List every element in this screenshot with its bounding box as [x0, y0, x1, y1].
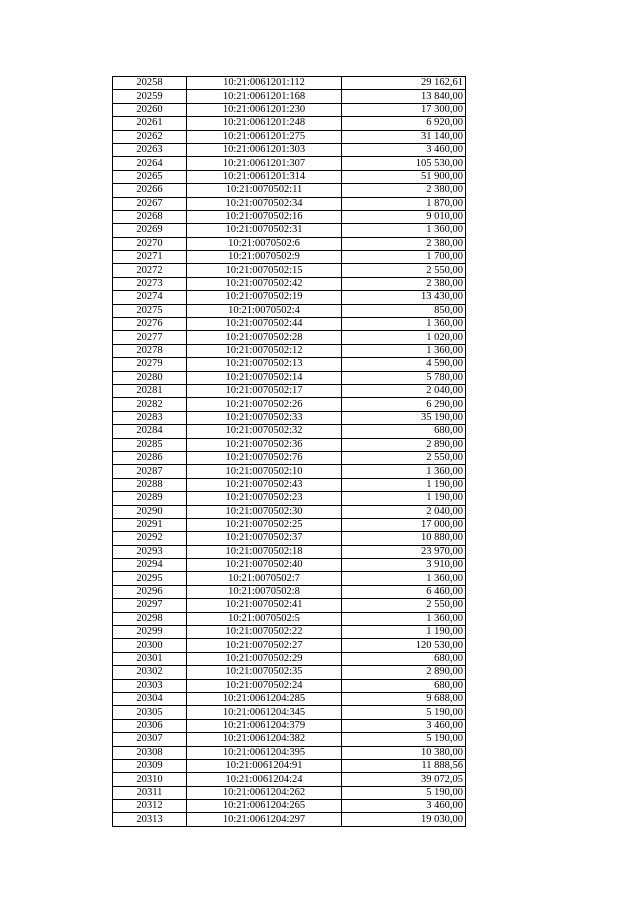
amount-cell: 2 380,00 — [342, 277, 466, 290]
cadastral-number-cell: 10:21:0070502:25 — [187, 518, 342, 531]
row-number-cell: 20289 — [113, 492, 187, 505]
table-row — [113, 291, 466, 304]
amount-cell: 2 040,00 — [342, 505, 466, 518]
amount-cell: 35 190,00 — [342, 411, 466, 424]
amount-cell: 6 920,00 — [342, 117, 466, 130]
cadastral-number-cell: 10:21:0070502:13 — [187, 358, 342, 371]
cadastral-number-cell: 10:21:0070502:37 — [187, 532, 342, 545]
table-row — [113, 103, 466, 116]
row-number-cell: 20262 — [113, 130, 187, 143]
row-number-cell: 20281 — [113, 384, 187, 397]
row-number-cell: 20310 — [113, 773, 187, 786]
amount-cell: 1 870,00 — [342, 197, 466, 210]
cadastral-number-cell: 10:21:0070502:16 — [187, 210, 342, 223]
cadastral-number-cell: 10:21:0070502:6 — [187, 237, 342, 250]
amount-cell: 1 360,00 — [342, 465, 466, 478]
row-number-cell: 20282 — [113, 398, 187, 411]
table-row — [113, 786, 466, 799]
cadastral-number-cell: 10:21:0070502:76 — [187, 451, 342, 464]
row-number-cell: 20269 — [113, 224, 187, 237]
cadastral-number-cell: 10:21:0070502:7 — [187, 572, 342, 585]
amount-cell: 5 780,00 — [342, 371, 466, 384]
cadastral-number-cell: 10:21:0061201:307 — [187, 157, 342, 170]
table-row — [113, 157, 466, 170]
cadastral-number-cell: 10:21:0061204:382 — [187, 733, 342, 746]
cadastral-number-cell: 10:21:0061201:275 — [187, 130, 342, 143]
row-number-cell: 20309 — [113, 759, 187, 772]
amount-cell: 2 380,00 — [342, 184, 466, 197]
amount-cell: 51 900,00 — [342, 170, 466, 183]
cadastral-number-cell: 10:21:0061204:262 — [187, 786, 342, 799]
table-row — [113, 425, 466, 438]
table-row — [113, 277, 466, 290]
row-number-cell: 20286 — [113, 451, 187, 464]
amount-cell: 1 360,00 — [342, 344, 466, 357]
row-number-cell: 20284 — [113, 425, 187, 438]
row-number-cell: 20290 — [113, 505, 187, 518]
table-row — [113, 318, 466, 331]
row-number-cell: 20302 — [113, 666, 187, 679]
row-number-cell: 20268 — [113, 210, 187, 223]
table-row — [113, 438, 466, 451]
amount-cell: 105 530,00 — [342, 157, 466, 170]
cadastral-number-cell: 10:21:0070502:44 — [187, 318, 342, 331]
amount-cell: 680,00 — [342, 679, 466, 692]
table-row — [113, 251, 466, 264]
table-row — [113, 559, 466, 572]
amount-cell: 10 380,00 — [342, 746, 466, 759]
cadastral-number-cell: 10:21:0070502:26 — [187, 398, 342, 411]
table-row — [113, 518, 466, 531]
amount-cell: 1 360,00 — [342, 572, 466, 585]
row-number-cell: 20293 — [113, 545, 187, 558]
cadastral-number-cell: 10:21:0061204:285 — [187, 692, 342, 705]
amount-cell: 2 550,00 — [342, 264, 466, 277]
row-number-cell: 20311 — [113, 786, 187, 799]
amount-cell: 19 030,00 — [342, 813, 466, 826]
table-row — [113, 465, 466, 478]
cadastral-number-cell: 10:21:0061201:168 — [187, 90, 342, 103]
cadastral-number-cell: 10:21:0070502:10 — [187, 465, 342, 478]
table-row — [113, 358, 466, 371]
cadastral-number-cell: 10:21:0070502:23 — [187, 492, 342, 505]
table-body — [113, 77, 466, 827]
amount-cell: 1 020,00 — [342, 331, 466, 344]
cadastral-number-cell: 10:21:0070502:11 — [187, 184, 342, 197]
row-number-cell: 20294 — [113, 559, 187, 572]
table-row — [113, 170, 466, 183]
row-number-cell: 20308 — [113, 746, 187, 759]
cadastral-number-cell: 10:21:0070502:5 — [187, 612, 342, 625]
table-row — [113, 371, 466, 384]
amount-cell: 29 162,61 — [342, 77, 466, 90]
row-number-cell: 20273 — [113, 277, 187, 290]
table-row — [113, 130, 466, 143]
amount-cell: 9 688,00 — [342, 692, 466, 705]
table-row — [113, 532, 466, 545]
table-row — [113, 746, 466, 759]
row-number-cell: 20274 — [113, 291, 187, 304]
cadastral-number-cell: 10:21:0061201:112 — [187, 77, 342, 90]
row-number-cell: 20292 — [113, 532, 187, 545]
amount-cell: 2 550,00 — [342, 599, 466, 612]
row-number-cell: 20260 — [113, 103, 187, 116]
row-number-cell: 20275 — [113, 304, 187, 317]
table-row — [113, 626, 466, 639]
amount-cell: 680,00 — [342, 425, 466, 438]
cadastral-number-cell: 10:21:0061204:297 — [187, 813, 342, 826]
row-number-cell: 20307 — [113, 733, 187, 746]
cadastral-number-cell: 10:21:0070502:31 — [187, 224, 342, 237]
row-number-cell: 20263 — [113, 143, 187, 156]
row-number-cell: 20279 — [113, 358, 187, 371]
row-number-cell: 20291 — [113, 518, 187, 531]
cadastral-number-cell: 10:21:0061204:379 — [187, 719, 342, 732]
table-row — [113, 197, 466, 210]
cadastral-number-cell: 10:21:0070502:42 — [187, 277, 342, 290]
row-number-cell: 20264 — [113, 157, 187, 170]
table-row — [113, 612, 466, 625]
amount-cell: 1 360,00 — [342, 612, 466, 625]
table-row — [113, 733, 466, 746]
table-row — [113, 210, 466, 223]
row-number-cell: 20301 — [113, 652, 187, 665]
row-number-cell: 20276 — [113, 318, 187, 331]
table-row — [113, 398, 466, 411]
cadastral-number-cell: 10:21:0070502:41 — [187, 599, 342, 612]
table-row — [113, 331, 466, 344]
row-number-cell: 20312 — [113, 800, 187, 813]
table-row — [113, 572, 466, 585]
cadastral-number-cell: 10:21:0070502:4 — [187, 304, 342, 317]
cadastral-number-cell: 10:21:0070502:29 — [187, 652, 342, 665]
table-row — [113, 639, 466, 652]
cadastral-number-cell: 10:21:0061201:303 — [187, 143, 342, 156]
row-number-cell: 20288 — [113, 478, 187, 491]
amount-cell: 1 190,00 — [342, 626, 466, 639]
cadastral-number-cell: 10:21:0070502:33 — [187, 411, 342, 424]
cadastral-number-cell: 10:21:0061204:91 — [187, 759, 342, 772]
row-number-cell: 20285 — [113, 438, 187, 451]
amount-cell: 1 190,00 — [342, 478, 466, 491]
table-row — [113, 411, 466, 424]
amount-cell: 2 890,00 — [342, 666, 466, 679]
amount-cell: 13 840,00 — [342, 90, 466, 103]
table-row — [113, 813, 466, 826]
table-row — [113, 117, 466, 130]
cadastral-number-cell: 10:21:0061201:248 — [187, 117, 342, 130]
amount-cell: 5 190,00 — [342, 706, 466, 719]
row-number-cell: 20259 — [113, 90, 187, 103]
amount-cell: 3 460,00 — [342, 719, 466, 732]
table-row — [113, 666, 466, 679]
row-number-cell: 20277 — [113, 331, 187, 344]
data-table — [112, 76, 466, 827]
cadastral-number-cell: 10:21:0061204:24 — [187, 773, 342, 786]
row-number-cell: 20283 — [113, 411, 187, 424]
row-number-cell: 20303 — [113, 679, 187, 692]
table-row — [113, 451, 466, 464]
cadastral-number-cell: 10:21:0070502:15 — [187, 264, 342, 277]
cadastral-number-cell: 10:21:0070502:8 — [187, 585, 342, 598]
row-number-cell: 20305 — [113, 706, 187, 719]
cadastral-number-cell: 10:21:0070502:27 — [187, 639, 342, 652]
row-number-cell: 20267 — [113, 197, 187, 210]
cadastral-number-cell: 10:21:0070502:19 — [187, 291, 342, 304]
cadastral-number-cell: 10:21:0061204:395 — [187, 746, 342, 759]
table-row — [113, 224, 466, 237]
row-number-cell: 20295 — [113, 572, 187, 585]
row-number-cell: 20287 — [113, 465, 187, 478]
table-row — [113, 492, 466, 505]
cadastral-number-cell: 10:21:0070502:35 — [187, 666, 342, 679]
amount-cell: 3 460,00 — [342, 143, 466, 156]
amount-cell: 17 300,00 — [342, 103, 466, 116]
table-row — [113, 143, 466, 156]
amount-cell: 2 890,00 — [342, 438, 466, 451]
table-row — [113, 719, 466, 732]
amount-cell: 3 460,00 — [342, 800, 466, 813]
cadastral-number-cell: 10:21:0070502:43 — [187, 478, 342, 491]
row-number-cell: 20270 — [113, 237, 187, 250]
cadastral-number-cell: 10:21:0070502:28 — [187, 331, 342, 344]
table-row — [113, 344, 466, 357]
row-number-cell: 20271 — [113, 251, 187, 264]
row-number-cell: 20266 — [113, 184, 187, 197]
cadastral-number-cell: 10:21:0061201:230 — [187, 103, 342, 116]
row-number-cell: 20296 — [113, 585, 187, 598]
table-row — [113, 652, 466, 665]
table-row — [113, 545, 466, 558]
row-number-cell: 20304 — [113, 692, 187, 705]
amount-cell: 13 430,00 — [342, 291, 466, 304]
table-row — [113, 304, 466, 317]
amount-cell: 39 072,05 — [342, 773, 466, 786]
amount-cell: 1 700,00 — [342, 251, 466, 264]
table-row — [113, 759, 466, 772]
row-number-cell: 20306 — [113, 719, 187, 732]
amount-cell: 680,00 — [342, 652, 466, 665]
amount-cell: 4 590,00 — [342, 358, 466, 371]
amount-cell: 2 380,00 — [342, 237, 466, 250]
amount-cell: 1 190,00 — [342, 492, 466, 505]
table-row — [113, 384, 466, 397]
row-number-cell: 20258 — [113, 77, 187, 90]
cadastral-number-cell: 10:21:0070502:17 — [187, 384, 342, 397]
row-number-cell: 20300 — [113, 639, 187, 652]
table-row — [113, 184, 466, 197]
table-row — [113, 599, 466, 612]
cadastral-number-cell: 10:21:0070502:9 — [187, 251, 342, 264]
cadastral-number-cell: 10:21:0061201:314 — [187, 170, 342, 183]
table-row — [113, 585, 466, 598]
row-number-cell: 20272 — [113, 264, 187, 277]
row-number-cell: 20278 — [113, 344, 187, 357]
row-number-cell: 20261 — [113, 117, 187, 130]
amount-cell: 11 888,56 — [342, 759, 466, 772]
cadastral-number-cell: 10:21:0070502:18 — [187, 545, 342, 558]
amount-cell: 17 000,00 — [342, 518, 466, 531]
amount-cell: 2 550,00 — [342, 451, 466, 464]
cadastral-number-cell: 10:21:0070502:36 — [187, 438, 342, 451]
cadastral-number-cell: 10:21:0061204:265 — [187, 800, 342, 813]
cadastral-number-cell: 10:21:0070502:22 — [187, 626, 342, 639]
cadastral-number-cell: 10:21:0061204:345 — [187, 706, 342, 719]
row-number-cell: 20280 — [113, 371, 187, 384]
amount-cell: 31 140,00 — [342, 130, 466, 143]
cadastral-number-cell: 10:21:0070502:14 — [187, 371, 342, 384]
cadastral-number-cell: 10:21:0070502:40 — [187, 559, 342, 572]
amount-cell: 1 360,00 — [342, 318, 466, 331]
amount-cell: 6 460,00 — [342, 585, 466, 598]
table-row — [113, 706, 466, 719]
amount-cell: 6 290,00 — [342, 398, 466, 411]
amount-cell: 850,00 — [342, 304, 466, 317]
table-row — [113, 77, 466, 90]
table-row — [113, 505, 466, 518]
amount-cell: 3 910,00 — [342, 559, 466, 572]
amount-cell: 23 970,00 — [342, 545, 466, 558]
table-row — [113, 264, 466, 277]
amount-cell: 9 010,00 — [342, 210, 466, 223]
amount-cell: 120 530,00 — [342, 639, 466, 652]
row-number-cell: 20313 — [113, 813, 187, 826]
row-number-cell: 20265 — [113, 170, 187, 183]
cadastral-number-cell: 10:21:0070502:30 — [187, 505, 342, 518]
amount-cell: 5 190,00 — [342, 786, 466, 799]
table-row — [113, 478, 466, 491]
row-number-cell: 20299 — [113, 626, 187, 639]
table-row — [113, 679, 466, 692]
table-row — [113, 773, 466, 786]
amount-cell: 2 040,00 — [342, 384, 466, 397]
amount-cell: 10 880,00 — [342, 532, 466, 545]
amount-cell: 5 190,00 — [342, 733, 466, 746]
cadastral-number-cell: 10:21:0070502:32 — [187, 425, 342, 438]
table-row — [113, 800, 466, 813]
amount-cell: 1 360,00 — [342, 224, 466, 237]
row-number-cell: 20297 — [113, 599, 187, 612]
table-row — [113, 90, 466, 103]
table-row — [113, 692, 466, 705]
row-number-cell: 20298 — [113, 612, 187, 625]
table-row — [113, 237, 466, 250]
cadastral-number-cell: 10:21:0070502:12 — [187, 344, 342, 357]
cadastral-number-cell: 10:21:0070502:34 — [187, 197, 342, 210]
cadastral-number-cell: 10:21:0070502:24 — [187, 679, 342, 692]
